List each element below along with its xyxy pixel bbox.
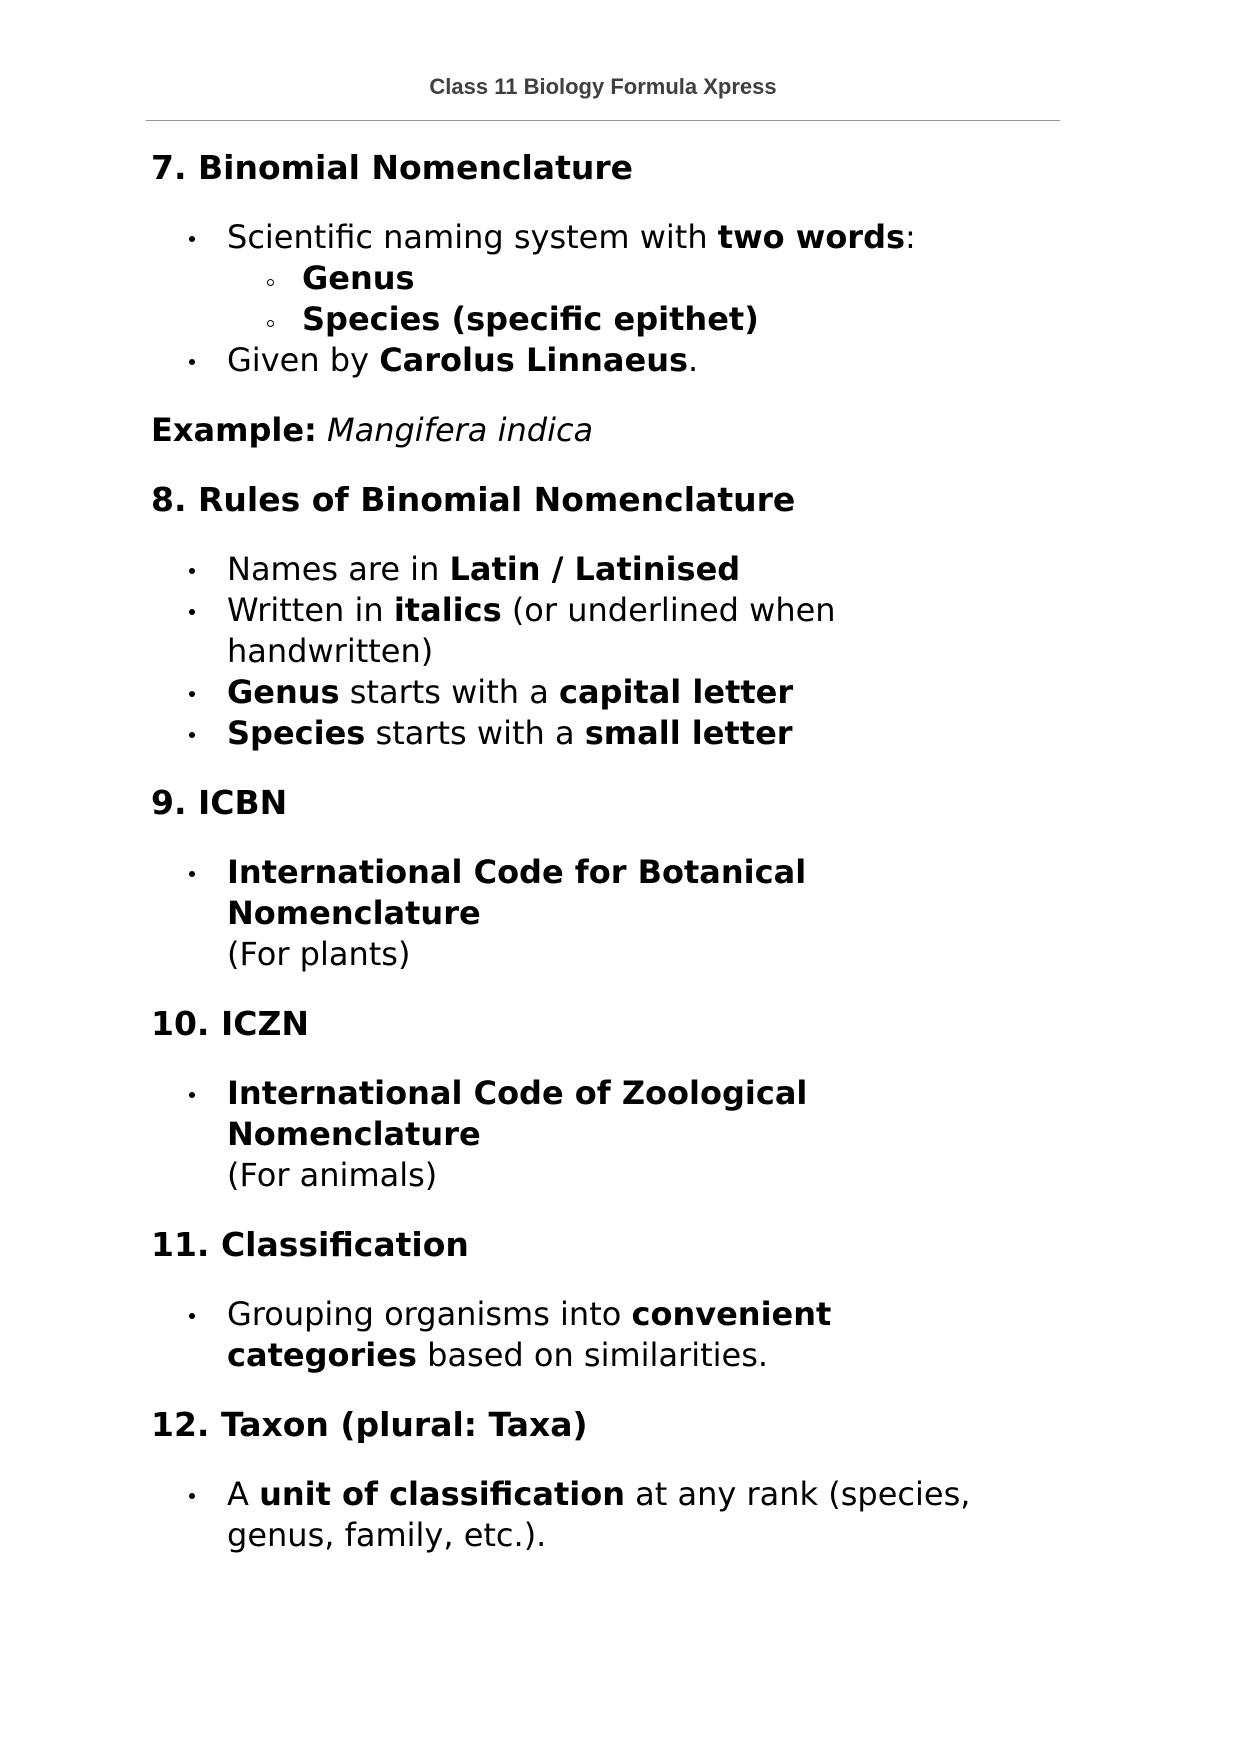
example-label: Example:	[151, 411, 317, 449]
page-header-title: Class 11 Biology Formula Xpress	[429, 74, 777, 99]
sub-list-item: Genus	[302, 258, 1031, 299]
section-title-icbn: 9. ICBN	[151, 783, 288, 822]
list-item: Given by Carolus Linnaeus.	[227, 340, 1031, 381]
bullet-list	[151, 549, 1031, 754]
list-item: Written in italics (or underlined when handwritten)	[227, 590, 1031, 672]
list-item: Genus starts with a capital letter	[227, 672, 1031, 713]
bullet-list	[151, 217, 1031, 381]
section-title-binomial-nomenclature: 7. Binomial Nomenclature	[151, 148, 633, 187]
list-item: International Code for Botanical Nomenclature (For plants)	[227, 852, 1031, 975]
bullet-list	[151, 1294, 1031, 1376]
document-body	[151, 148, 1031, 1556]
example-line	[151, 410, 1031, 451]
list-item: Grouping organisms into convenient categories based on similarities.	[227, 1294, 1031, 1376]
section-title-taxon: 12. Taxon (plural: Taxa)	[151, 1405, 588, 1444]
list-item: A unit of classification at any rank (species, genus, family, etc.).	[227, 1474, 1031, 1556]
section-title-rules: 8. Rules of Binomial Nomenclature	[151, 480, 796, 519]
list-item: International Code of Zoological Nomenclature (For animals)	[227, 1073, 1031, 1196]
header-divider	[146, 120, 1060, 121]
example-value: Mangifera indica	[326, 411, 594, 449]
sub-list	[227, 258, 1031, 340]
section-title-classification: 11. Classification	[151, 1225, 469, 1264]
sub-list-item: Species (specific epithet)	[302, 299, 1031, 340]
list-item: Species starts with a small letter	[227, 713, 1031, 754]
section-title-iczn: 10. ICZN	[151, 1004, 309, 1043]
bullet-list	[151, 1474, 1031, 1556]
bullet-list	[151, 852, 1031, 975]
bullet-list	[151, 1073, 1031, 1196]
list-item: Scientific naming system with two words: Genus Species (specific epithet)	[227, 217, 1031, 340]
list-item: Names are in Latin / Latinised	[227, 549, 1031, 590]
